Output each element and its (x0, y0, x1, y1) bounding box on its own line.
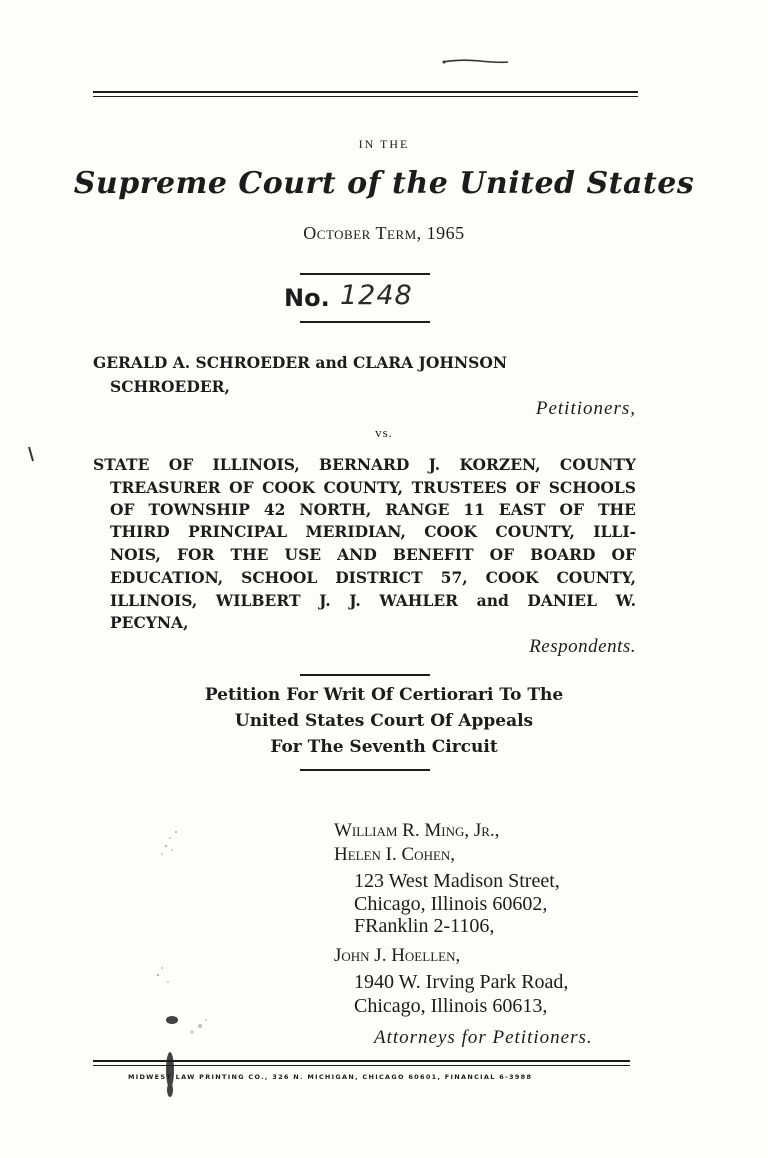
respondents-role: Respondents. (529, 636, 636, 657)
case-number-label: No. (284, 284, 330, 312)
bottom-rule-thin (93, 1065, 630, 1066)
petitioners-line: GERALD A. SCHROEDER and CLARA JOHNSON (93, 353, 508, 372)
respondents-line: OF TOWNSHIP 42 NORTH, RANGE 11 EAST OF THE (110, 500, 636, 519)
respondents-line: NOIS, FOR THE USE AND BENEFIT OF BOARD OF (110, 545, 636, 564)
petitioners-line: SCHROEDER, (110, 377, 230, 396)
respondents-line: TREASURER OF COOK COUNTY, TRUSTEES OF SCHOOLS (110, 478, 636, 497)
attorney-name: William R. Ming, Jr., (334, 820, 500, 841)
top-rule (93, 91, 638, 93)
pen-mark (440, 54, 512, 68)
attorneys-role: Attorneys for Petitioners. (374, 1027, 593, 1048)
in-the-caption: IN THE (358, 137, 410, 151)
attorney-address: 1940 W. Irving Park Road, (354, 971, 569, 993)
divider (300, 321, 430, 323)
attorney-name: John J. Hoellen, (334, 945, 461, 966)
attorney-name: Helen I. Cohen, (334, 844, 456, 865)
respondents-line: PECYNA, (110, 613, 189, 632)
attorney-address: Chicago, Illinois 60602, (354, 893, 548, 915)
respondents-line: ILLINOIS, WILBERT J. J. WAHLER and DANIEL W. (110, 591, 636, 610)
versus: vs. (375, 425, 393, 440)
attorney-address: Chicago, Illinois 60613, (354, 995, 548, 1017)
petition-title-line: For The Seventh Circuit (270, 737, 498, 757)
petition-title-line: United States Court Of Appeals (234, 711, 534, 731)
attorney-phone: FRanklin 2-1106, (354, 915, 495, 937)
petition-title-line: Petition For Writ Of Certiorari To The (204, 685, 564, 705)
ink-smudge (140, 820, 230, 1110)
respondents-line: STATE OF ILLINOIS, BERNARD J. KORZEN, COUNTY (93, 455, 636, 474)
printer-credit: MIDWEST LAW PRINTING CO., 326 N. MICHIGAN, CHICAGO 60601, FINANCIAL 6-3988 (128, 1073, 533, 1081)
respondents-line: THIRD PRINCIPAL MERIDIAN, COOK COUNTY, ILLI- (110, 522, 636, 541)
stray-mark (26, 445, 36, 465)
attorney-address: 123 West Madison Street, (354, 870, 560, 892)
bottom-rule (93, 1060, 630, 1062)
divider (300, 273, 430, 275)
top-rule-thin (93, 96, 638, 97)
petitioners-role: Petitioners, (535, 398, 636, 419)
divider (300, 674, 430, 676)
term: October Term, 1965 (303, 223, 465, 243)
respondents-line: EDUCATION, SCHOOL DISTRICT 57, COOK COUNTY, (110, 568, 636, 587)
case-number-handwritten: 1248 (340, 280, 413, 311)
court-name: Supreme Court of the United States (73, 166, 695, 201)
divider (300, 769, 430, 771)
